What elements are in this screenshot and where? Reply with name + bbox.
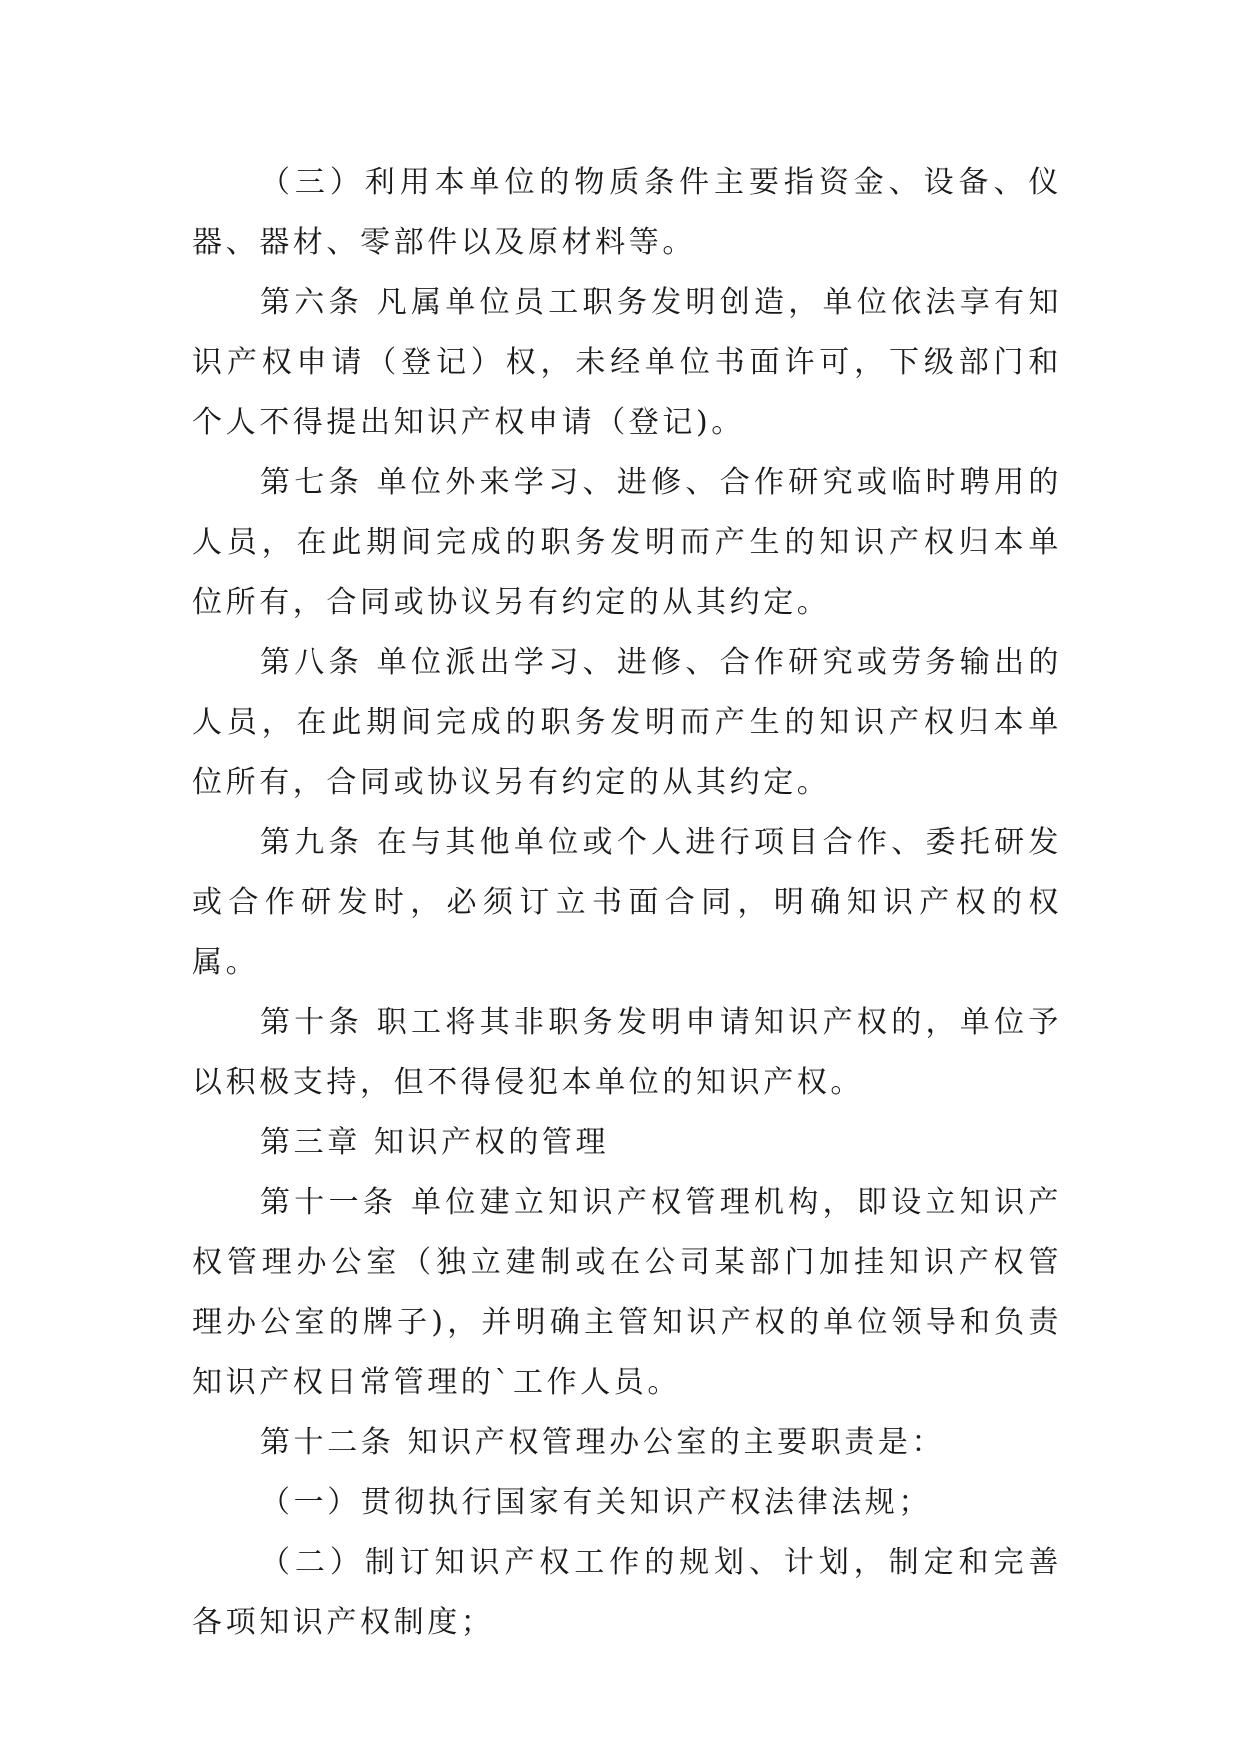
duty-item-2: （二）制订知识产权工作的规划、计划，制定和完善各项知识产权制度； (192, 1545, 1062, 1640)
article-6: 第六条 凡属单位员工职务发明创造，单位依法享有知识产权申请（登记）权，未经单位书面许可，下级部门和个人不得提出知识产权申请（登记)。 (192, 285, 1062, 440)
document-body (192, 153, 1062, 1653)
paragraph-item-3-materials: （三）利用本单位的物质条件主要指资金、设备、仪器、器材、零部件以及原材料等。 (192, 165, 1062, 260)
article-8: 第八条 单位派出学习、进修、合作研究或劳务输出的人员，在此期间完成的职务发明而产生的知识产权归本单位所有，合同或协议另有约定的从其约定。 (192, 645, 1062, 800)
article-9: 第九条 在与其他单位或个人进行项目合作、委托研发或合作研发时，必须订立书面合同，明确知识产权的权属。 (192, 825, 1062, 980)
duty-item-1: （一）贯彻执行国家有关知识产权法律法规； (260, 1485, 932, 1520)
article-10: 第十条 职工将其非职务发明申请知识产权的，单位予以积极支持，但不得侵犯本单位的知识产权。 (192, 1005, 1062, 1100)
article-11: 第十一条 单位建立知识产权管理机构，即设立知识产权管理办公室（独立建制或在公司某部门加挂知识产权管理办公室的牌子)，并明确主管知识产权的单位领导和负责知识产权日常管理的`工作人员。 (192, 1185, 1062, 1400)
chapter-3-heading: 第三章 知识产权的管理 (260, 1125, 610, 1160)
article-12: 第十二条 知识产权管理办公室的主要职责是： (260, 1425, 946, 1460)
article-7: 第七条 单位外来学习、进修、合作研究或临时聘用的人员，在此期间完成的职务发明而产生的知识产权归本单位所有，合同或协议另有约定的从其约定。 (192, 465, 1062, 620)
